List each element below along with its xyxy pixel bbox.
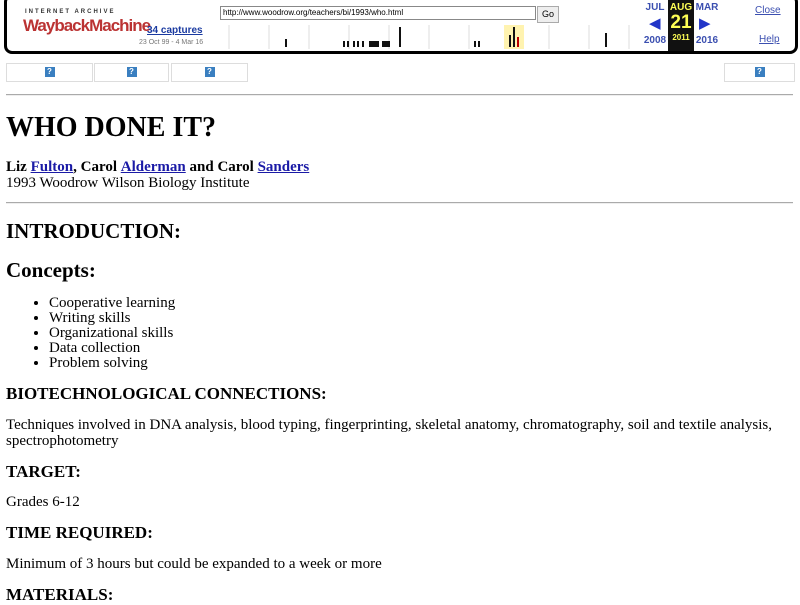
next-year[interactable]: 2016 <box>695 35 719 46</box>
prev-month[interactable]: JUL <box>645 2 665 13</box>
nav-button-3[interactable] <box>171 63 248 82</box>
help-link[interactable]: Help <box>759 34 780 45</box>
page-title: WHO DONE IT? <box>6 112 217 143</box>
current-capture <box>668 0 694 51</box>
nav-button-2[interactable] <box>94 63 169 82</box>
concepts-list <box>0 296 175 371</box>
cur-year: 2011 <box>672 33 690 42</box>
biotech-heading: BIOTECHNOLOGICAL CONNECTIONS: <box>6 384 327 403</box>
prev-arrow-icon[interactable]: ◀ <box>649 15 661 32</box>
capture-sparkline[interactable] <box>219 23 641 49</box>
broken-image-icon: ? <box>127 67 137 77</box>
target-text: Grades 6-12 <box>6 494 80 510</box>
author-link-alderman[interactable]: Alderman <box>120 159 186 175</box>
list-item: • Writing skills <box>49 311 175 326</box>
divider <box>6 94 793 96</box>
author-first: Carol <box>217 159 254 175</box>
broken-image-icon: ? <box>755 67 765 77</box>
time-heading: TIME REQUIRED: <box>6 523 153 542</box>
authors <box>6 159 309 175</box>
target-heading: TARGET: <box>6 462 81 481</box>
close-link[interactable]: Close <box>755 5 781 16</box>
captures-link[interactable]: 34 captures <box>147 25 203 36</box>
concepts-heading: Concepts: <box>6 258 96 282</box>
author-first: Liz <box>6 159 27 175</box>
list-item: • Organizational skills <box>49 326 175 341</box>
wayback-logo[interactable]: WaybackMachine <box>23 16 151 35</box>
author-link-fulton[interactable]: Fulton <box>30 159 74 175</box>
broken-image-icon: ? <box>45 67 55 77</box>
wayback-toolbar <box>4 0 798 54</box>
cur-month: AUG <box>669 2 693 13</box>
go-button[interactable]: Go <box>537 6 559 23</box>
institute: 1993 Woodrow Wilson Biology Institute <box>6 175 250 191</box>
materials-heading: MATERIALS: <box>6 585 114 604</box>
cur-day: 21 <box>670 12 692 33</box>
nav-button-1[interactable] <box>6 63 93 82</box>
sep: , <box>73 159 81 175</box>
list-item: • Cooperative learning <box>49 296 175 311</box>
logo-top: INTERNET ARCHIVE <box>25 9 116 15</box>
intro-heading: INTRODUCTION: <box>6 219 182 243</box>
list-item: • Data collection <box>49 341 175 356</box>
biotech-text: Techniques involved in DNA analysis, blood typing, fingerprinting, skeletal anatomy, chromatography, soil and textile analysis, spectrophotometry <box>6 417 773 449</box>
divider <box>6 202 793 204</box>
next-arrow-icon[interactable]: ▶ <box>699 15 711 32</box>
sep: and <box>185 159 218 175</box>
time-text: Minimum of 3 hours but could be expanded to a week or more <box>6 556 382 572</box>
next-month[interactable]: MAR <box>695 2 719 13</box>
url-input[interactable]: http://www.woodrow.org/teachers/bi/1993/who.html <box>220 6 536 20</box>
broken-image-icon: ? <box>205 67 215 77</box>
date-range: 23 Oct 99 - 4 Mar 16 <box>139 39 204 46</box>
author-link-sanders[interactable]: Sanders <box>257 159 310 175</box>
prev-year[interactable]: 2008 <box>643 35 667 46</box>
author-first: Carol <box>80 159 117 175</box>
list-item: • Problem solving <box>49 356 175 371</box>
nav-button-4[interactable] <box>724 63 795 82</box>
